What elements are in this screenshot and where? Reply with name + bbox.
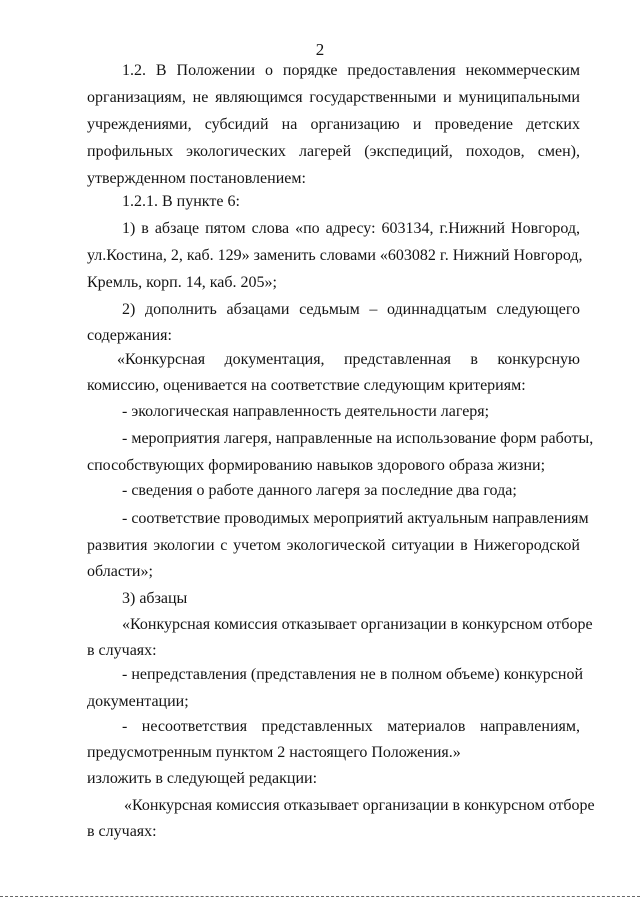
paragraph-line: документации; [87, 693, 189, 710]
list-item: - несоответствия представленных материалов направлениям, [122, 718, 580, 735]
page-bottom-edge [0, 896, 640, 897]
paragraph-line: Кремль, корп. 14, каб. 205»; [87, 274, 277, 291]
quoted-line: в случаях: [87, 823, 157, 840]
paragraph-line: изложить в следующей редакции: [87, 770, 318, 787]
paragraph-line: профильных экологических лагерей (экспедиций, походов, смен), [87, 143, 580, 160]
page-number: 2 [315, 40, 325, 59]
list-item: - экологическая направленность деятельности лагеря; [122, 403, 490, 420]
paragraph-line: 1) в абзаце пятом слова «по адресу: 603134, г.Нижний Новгород, [122, 220, 580, 237]
paragraph-line: организациям, не являющимся государственными и муниципальными [87, 89, 580, 106]
paragraph-line: 2) дополнить абзацами седьмым – одиннадцатым следующего [122, 301, 580, 318]
paragraph-line: утвержденном постановлением: [87, 170, 306, 187]
list-item: - непредставления (представления не в полном объеме) конкурсной [122, 666, 584, 683]
paragraph-line: способствующих формированию навыков здорового образа жизни; [87, 457, 546, 474]
quoted-line: «Конкурсная комиссия отказывает организации в конкурсном отборе [124, 797, 595, 814]
paragraph-line: содержания: [87, 327, 172, 344]
list-item: - сведения о работе данного лагеря за последние два года; [122, 482, 517, 499]
quoted-line: «Конкурсная комиссия отказывает организации в конкурсном отборе [122, 616, 593, 633]
quoted-line: в случаях: [87, 642, 157, 659]
paragraph-line: развития экологии с учетом экологической ситуации в Нижегородской [87, 537, 580, 554]
paragraph-line: предусмотренным пунктом 2 настоящего Положения.» [87, 744, 461, 761]
paragraph-line: ул.Костина, 2, каб. 129» заменить словами «603082 г. Нижний Новгород, [87, 247, 583, 264]
paragraph-line: «Конкурсная документация, представленная в конкурсную [117, 351, 580, 368]
subsection-heading: 1.2.1. В пункте 6: [122, 193, 240, 210]
paragraph-line: 3) абзацы [122, 590, 188, 607]
paragraph-line: учреждениями, субсидий на организацию и проведение детских [87, 116, 580, 133]
list-item: - мероприятия лагеря, направленные на использование форм работы, [122, 430, 594, 447]
paragraph-line: комиссию, оценивается на соответствие следующим критериям: [87, 377, 526, 394]
list-item: - соответствие проводимых мероприятий актуальным направлениям [122, 510, 589, 527]
paragraph-line: 1.2. В Положении о порядке предоставления некоммерческим [122, 62, 580, 79]
paragraph-line: области»; [87, 563, 153, 580]
